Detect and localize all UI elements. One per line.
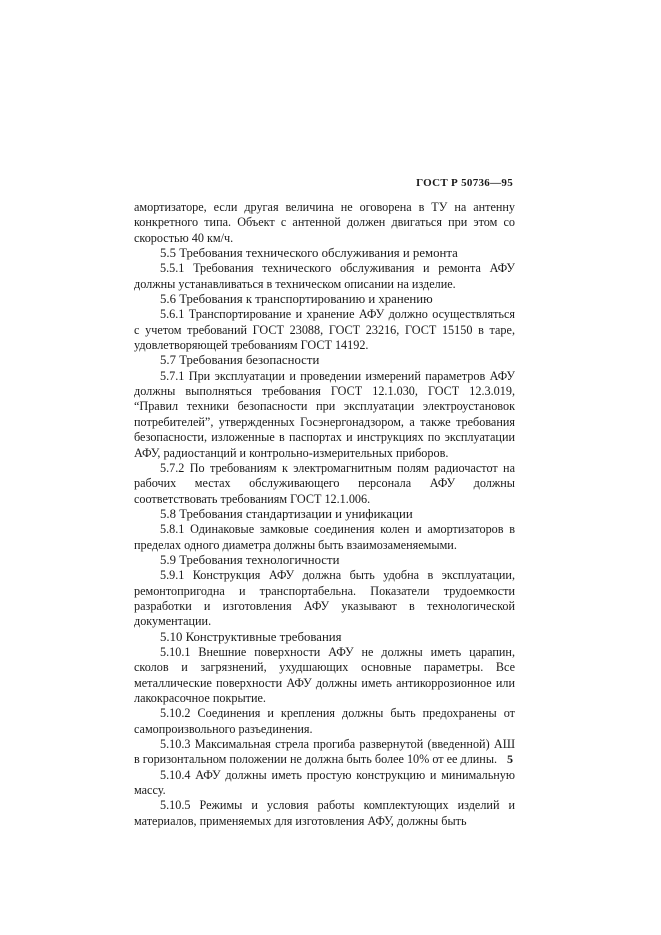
- page-number: 5: [507, 752, 513, 766]
- paragraph: 5.7.1 При эксплуатации и проведении измерений параметров АФУ должны выполняться требования ГОСТ 12.1.030, ГОСТ 12.3.019, “Правил техники безопасности при эксплуатации электроустановок потребителей”, утвержденных Госэнергонадзором, а также требования безопасности, изложенные в паспортах и инструкциях по эксплуатации АФУ, радиостанций и контрольно-измерительных приборов.: [134, 368, 515, 460]
- section-heading-5-8: 5.8 Требования стандартизации и унификации: [160, 506, 413, 521]
- section-heading-5-5: 5.5 Требования технического обслуживания и ремонта: [160, 246, 458, 261]
- paragraph: 5.10.3 Максимальная стрела прогиба развернутой (введенной) АШ в горизонтальном положении не должна быть более 10% от ее длины.: [134, 737, 515, 767]
- paragraph: 5.9.1 Конструкция АФУ должна быть удобна в эксплуатации, ремонтопригодна и транспортабельна. Показатели трудоемкости разработки и изготовления АФУ указывают в технологической документации.: [134, 568, 515, 629]
- paragraph: 5.5.1 Требования технического обслуживания и ремонта АФУ должны устанавливаться в техническом описании на изделие.: [134, 261, 515, 291]
- section-heading-5-10: 5.10 Конструктивные требования: [160, 629, 342, 644]
- paragraph: 5.6.1 Транспортирование и хранение АФУ должно осуществляться с учетом требований ГОСТ 23088, ГОСТ 23216, ГОСТ 15150 в таре, удовлетворяющей требованиям ГОСТ 14192.: [134, 307, 515, 353]
- section-heading-5-9: 5.9 Требования технологичности: [160, 552, 340, 567]
- paragraph: 5.10.5 Режимы и условия работы комплектующих изделий и материалов, применяемых для изготовления АФУ, должны быть: [134, 798, 515, 828]
- paragraph: 5.10.1 Внешние поверхности АФУ не должны иметь царапин, сколов и загрязнений, ухудшающих основные параметры. Все металлические поверхности АФУ должны иметь антикоррозионное или лакокрасочное покрытие.: [134, 644, 515, 705]
- paragraph: 5.8.1 Одинаковые замковые соединения колен и амортизаторов в пределах одного диаметра должны быть взаимозаменяемыми.: [134, 522, 515, 552]
- paragraph: амортизаторе, если другая величина не оговорена в ТУ на антенну конкретного типа. Объект с антенной должен двигаться при этом со скоростью 40 км/ч.: [134, 200, 515, 245]
- standard-code-header: ГОСТ Р 50736—95: [416, 177, 513, 189]
- paragraph: 5.7.2 По требованиям к электромагнитным полям радиочастот на рабочих местах обслуживающего персонала АФУ должны соответствовать требованиям ГОСТ 12.1.006.: [134, 460, 515, 506]
- paragraph: 5.10.4 АФУ должны иметь простую конструкцию и минимальную массу.: [134, 767, 515, 798]
- paragraph: 5.10.2 Соединения и крепления должны быть предохранены от самопроизвольного разъединения.: [134, 706, 515, 736]
- document-body: [134, 200, 515, 829]
- section-heading-5-6: 5.6 Требования к транспортированию и хранению: [160, 292, 433, 307]
- section-heading-5-7: 5.7 Требования безопасности: [160, 353, 320, 368]
